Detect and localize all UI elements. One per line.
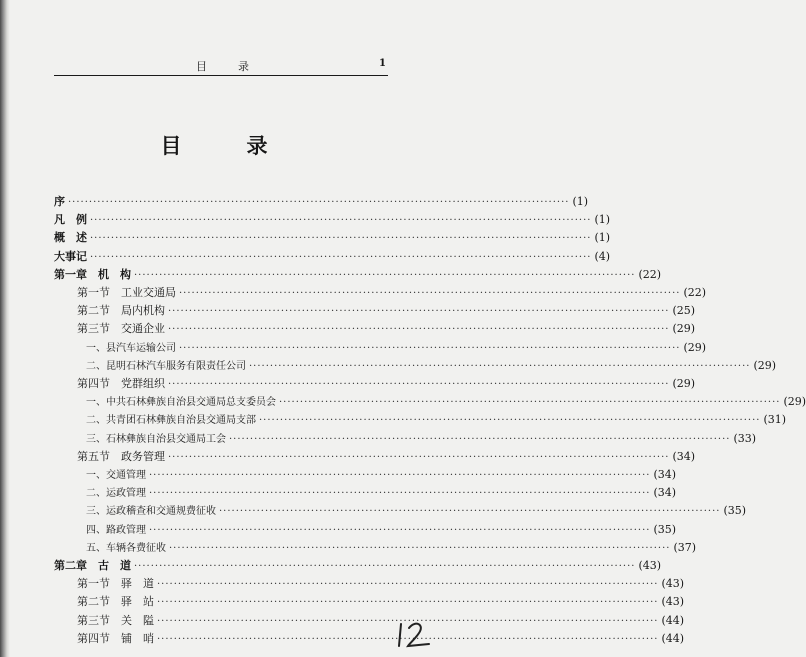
toc-leader-dots: ························································································································ xyxy=(149,524,651,536)
toc-leader-dots: ························································································································ xyxy=(149,488,651,500)
toc-entry-page: (34) xyxy=(653,486,677,500)
toc-entry-label: 概 述 xyxy=(54,231,87,245)
toc-entry xyxy=(54,557,662,575)
toc-entry-label: 第三节 交通企业 xyxy=(77,322,165,336)
toc-entry xyxy=(54,248,611,266)
toc-leader-dots: ························································································································ xyxy=(169,542,671,554)
handwritten-page-mark xyxy=(395,620,437,648)
toc-entry-page: (25) xyxy=(672,304,696,318)
toc-entry-label: 二、运政管理 xyxy=(86,488,146,500)
toc-entry-label: 一、县汽车运输公司 xyxy=(86,342,176,354)
toc-entry-label: 凡 例 xyxy=(54,213,87,227)
toc-leader-dots: ························································································································ xyxy=(168,379,670,390)
toc-leader-dots: ························································································································ xyxy=(68,197,570,208)
toc-entry-label: 第二章 古 道 xyxy=(54,559,131,572)
toc-entry-page: (1) xyxy=(594,231,611,245)
toc-entry-label: 二、昆明石林汽车服务有限责任公司 xyxy=(86,360,246,372)
toc-entry-page: (33) xyxy=(733,431,757,445)
toc-leader-dots: ························································································································ xyxy=(157,633,659,645)
toc-entry-label: 第五节 政务管理 xyxy=(77,449,165,463)
toc-entry-page: (22) xyxy=(638,267,662,281)
toc-entry-page: (35) xyxy=(653,522,677,536)
header-title: 目 录 xyxy=(196,60,259,73)
toc-leader-dots: ························································································································ xyxy=(90,233,592,245)
toc-entry-label: 二、共青团石林彝族自治县交通局支部 xyxy=(86,415,256,427)
toc-entry-page: (37) xyxy=(673,540,697,554)
toc-entry xyxy=(77,302,696,320)
toc-entry xyxy=(86,502,747,520)
toc-leader-dots: ························································································································ xyxy=(168,324,670,336)
toc-leader-dots: ························································································································ xyxy=(149,470,651,481)
toc-entry-page: (29) xyxy=(753,358,777,372)
toc-leader-dots: ························································································································ xyxy=(90,251,592,263)
toc-entry-page: (35) xyxy=(723,504,747,518)
toc-entry xyxy=(54,229,611,247)
toc-leader-dots: ························································································································ xyxy=(168,451,670,463)
toc-entry xyxy=(86,430,757,448)
toc-entry xyxy=(77,593,685,611)
toc-entry-label: 序 xyxy=(54,195,65,208)
toc-entry-label: 第一章 机 构 xyxy=(54,267,131,281)
toc-entry-label: 第二节 局内机构 xyxy=(77,304,165,318)
toc-leader-dots: ························································································································ xyxy=(157,579,659,591)
toc-entry-label: 五、车辆各费征收 xyxy=(86,542,166,554)
toc-entry-page: (29) xyxy=(672,377,696,390)
toc-entry-label: 第二节 驿 站 xyxy=(77,595,154,609)
toc-entry-page: (43) xyxy=(638,559,662,572)
toc-entry-label: 一、中共石林彝族自治县交通局总支委员会 xyxy=(86,397,276,409)
toc-entry-page: (34) xyxy=(672,449,696,463)
toc-leader-dots: ························································································································ xyxy=(168,306,670,318)
toc-leader-dots: ························································································································ xyxy=(229,433,731,445)
toc-entry-label: 第一节 驿 道 xyxy=(77,577,154,591)
toc-entry-page: (29) xyxy=(683,340,707,354)
toc-leader-dots: ························································································································ xyxy=(179,342,681,354)
toc-entry-label: 三、运政稽查和交通规费征收 xyxy=(86,506,216,518)
toc-entry-page: (31) xyxy=(763,413,787,427)
toc-entry-page: (43) xyxy=(661,595,685,609)
toc-entry-page: (43) xyxy=(661,577,685,591)
toc-entry-label: 第四节 铺 哨 xyxy=(77,631,154,645)
toc-entry xyxy=(54,211,611,229)
toc-entry-label: 三、石林彝族自治县交通局工会 xyxy=(86,433,226,445)
toc-entry-label: 第一节 工业交通局 xyxy=(77,286,176,299)
toc-leader-dots: ························································································································ xyxy=(157,597,659,609)
toc-entry xyxy=(86,484,677,502)
toc-entry xyxy=(86,393,806,411)
toc-entry xyxy=(77,612,685,630)
toc-entry xyxy=(54,193,589,211)
toc-entry xyxy=(77,448,696,466)
toc-leader-dots: ························································································································ xyxy=(157,615,659,627)
toc-entry-page: (44) xyxy=(661,631,685,645)
toc-leader-dots: ························································································································ xyxy=(134,269,636,281)
toc-entry-page: (1) xyxy=(594,213,611,227)
toc-entry xyxy=(86,357,777,375)
toc-entry-label: 第四节 党群组织 xyxy=(77,377,165,390)
toc-title: 目 录 xyxy=(160,133,290,158)
toc-entry xyxy=(86,539,697,557)
toc-leader-dots: ························································································································ xyxy=(219,506,721,518)
toc-entry-page: (4) xyxy=(594,249,611,263)
toc-entry xyxy=(86,411,787,429)
toc-entry xyxy=(54,266,662,284)
toc-leader-dots: ························································································································ xyxy=(249,360,751,372)
toc-entry-label: 一、交通管理 xyxy=(86,470,146,481)
toc-entry-label: 四、路政管理 xyxy=(86,524,146,536)
toc-entry xyxy=(77,284,707,302)
toc-entry-page: (1) xyxy=(572,195,589,208)
toc-leader-dots: ························································································································ xyxy=(90,215,592,227)
toc-leader-dots: ························································································································ xyxy=(134,561,636,572)
header-page-number: 1 xyxy=(379,58,386,69)
toc-entry-label: 第三节 关 隘 xyxy=(77,613,154,627)
toc-leader-dots: ························································································································ xyxy=(259,415,761,427)
toc-entry-page: (29) xyxy=(783,395,806,409)
toc-entry-page: (22) xyxy=(683,286,707,299)
toc-entry xyxy=(77,375,696,393)
toc-entry-label: 大事记 xyxy=(54,249,87,263)
toc-leader-dots: ························································································································ xyxy=(279,397,781,409)
toc-leader-dots: ························································································································ xyxy=(179,288,681,299)
toc-entry xyxy=(86,339,707,357)
toc-entry xyxy=(86,466,677,484)
toc-entry xyxy=(77,575,685,593)
toc-entry xyxy=(77,630,685,648)
toc-entry xyxy=(86,521,677,539)
toc-entry-page: (34) xyxy=(653,468,677,481)
toc-entry xyxy=(77,320,696,338)
toc-entry-page: (29) xyxy=(672,322,696,336)
toc-entry-page: (44) xyxy=(661,613,685,627)
